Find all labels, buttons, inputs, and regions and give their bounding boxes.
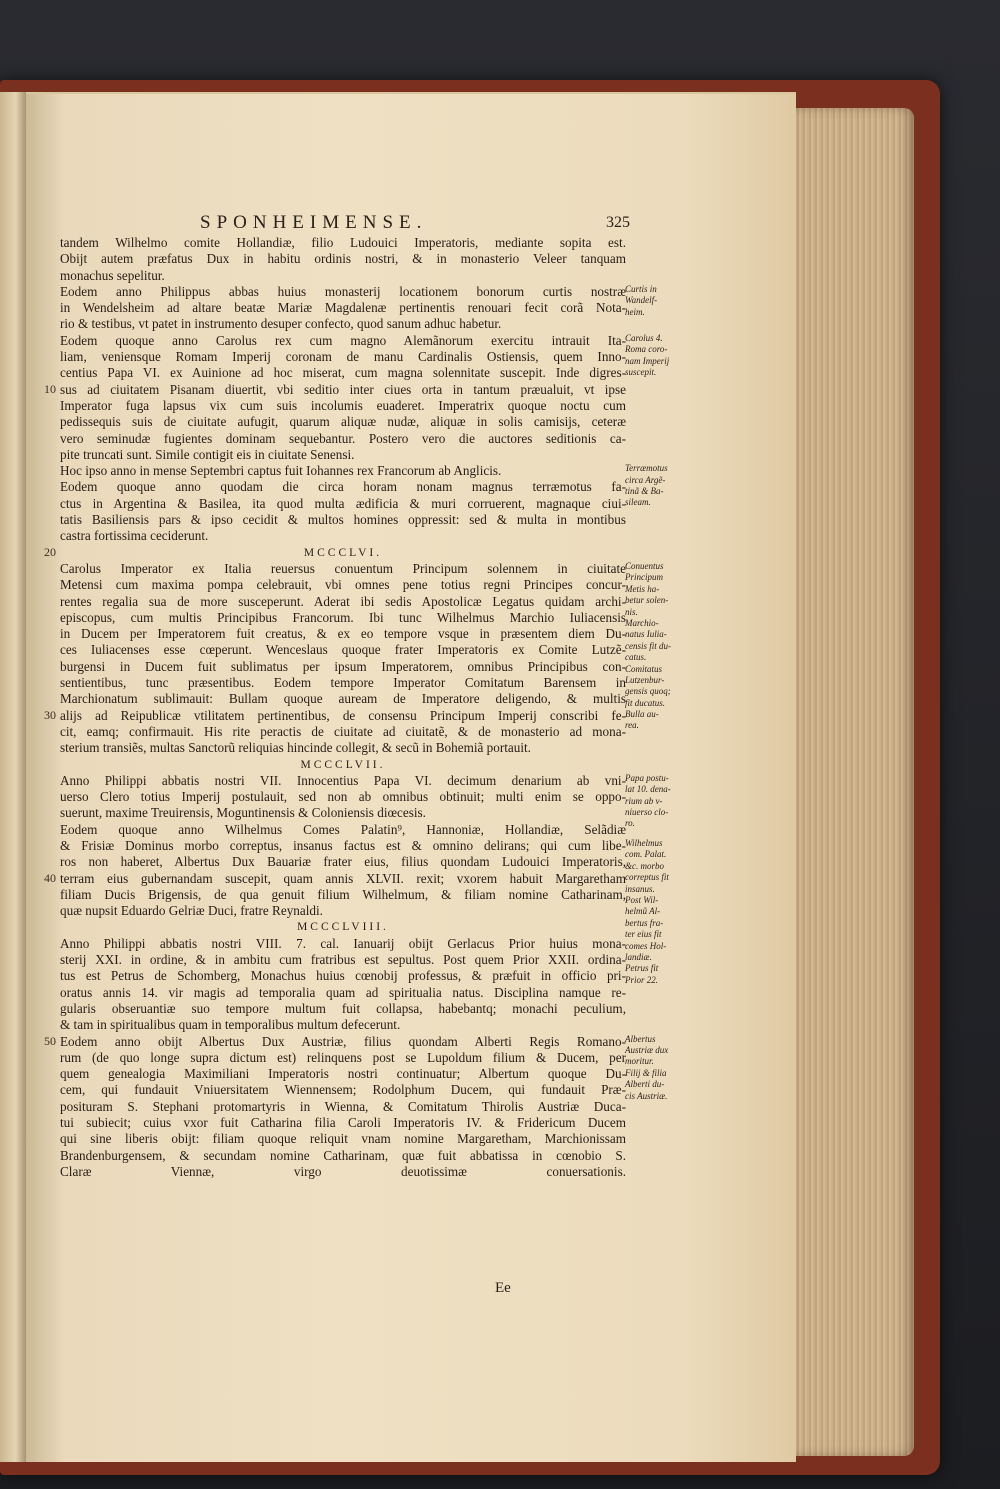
- text-line: castra fortissima ceciderunt.: [60, 528, 209, 544]
- text-line: Claræ Viennæ, virgo deuotissimæ conuersationis.: [60, 1163, 626, 1179]
- marginal-note-line: correptus fit: [625, 872, 669, 883]
- line-number: 50: [44, 1033, 56, 1048]
- marginal-note-line: Papa postu-: [625, 772, 669, 783]
- marginal-note-line: landiæ.: [625, 952, 652, 962]
- marginal-note-line: Alberti du-: [625, 1079, 665, 1090]
- page-number: 325: [606, 214, 630, 231]
- text-line: ctus in Argentina & Basilea, ita quod multa ædificia & muri corruerent, magnaque ciui-: [60, 495, 626, 511]
- marginal-note-line: Metis ha-: [625, 583, 660, 594]
- marginal-note: [625, 561, 671, 732]
- marginal-note-line: heim.: [625, 306, 645, 317]
- marginal-note-line: suscepit.: [625, 366, 657, 377]
- text-line: rio & testibus, vt patet in instrumento desuper confecto, quod sanum adhuc habetur.: [60, 316, 502, 332]
- marginal-note-line: ro.: [625, 818, 635, 829]
- line-number: 40: [44, 870, 56, 885]
- text-line: quæ nupsit Eduardo Gelriæ Duci, fratre Reynaldi.: [60, 903, 323, 919]
- text-line: Eodem quoque anno Wilhelmus Comes Palatin⁹, Hannoniæ, Hollandiæ, Selãdiæ: [60, 821, 626, 837]
- text-line: posituram S. Stephani protomartyris in Wienna, & Comitatum Thirolis Austriæ Duca-: [60, 1098, 626, 1114]
- text-line: monachus sepelitur.: [60, 267, 165, 283]
- text-line: oratus annis 14. vir magis ad temporalia quam ad spiritualia natus. Disciplina namque re-: [60, 984, 626, 1000]
- text-line: Eodem quoque anno Carolus rex cum magno Alemãnorum exercitu intrauit Ita-: [60, 332, 626, 348]
- marginal-note-line: comes Hol-: [625, 940, 667, 951]
- text-line: Hoc ipso anno in mense Septembri captus fuit Iohannes rex Francorum ab Anglicis.: [60, 463, 502, 479]
- text-line: ros non haberet, Albertus Dux Bauariæ frater eius, filius quondam Ludouici Imperatoris,: [60, 854, 626, 870]
- marginal-note: [625, 773, 671, 830]
- running-head: SPONHEIMENSE.: [200, 212, 428, 233]
- marginal-note-line: Curtis in: [625, 283, 657, 294]
- text-line: Eodem anno Philippus abbas huius monasterij locationem bonorum curtis nostræ: [60, 283, 626, 299]
- marginal-note-line: catus.: [625, 652, 647, 663]
- marginal-note-line: Bulla au-: [625, 709, 659, 720]
- marginal-note: [625, 284, 657, 318]
- line-number: 20: [44, 544, 56, 559]
- marginal-note-line: natus Iulia-: [625, 629, 667, 640]
- marginal-note-line: Lutzenbur-: [625, 674, 665, 685]
- marginal-note-line: Petrus fit: [625, 963, 659, 974]
- marginal-note: [625, 333, 669, 379]
- marginal-note-line: Marchio-: [625, 617, 659, 628]
- text-line: filiam Ducis Brigensis, de qua genuit filium Wilhelmum, & filiam nomine Catharinam,: [60, 886, 626, 902]
- text-line: sus ad ciuitatem Pisanam diuertit, vbi seditio inter ciues orta in tantum præualuit, vt ipse: [60, 381, 626, 397]
- text-line: ces Iuliacenses esse cœperunt. Wenceslaus quoque frater Imperatoris ex Comite Lutzẽ-: [60, 642, 626, 658]
- text-line: cit, eamq; confirmauit. His rite peractis de ciuitate ad ciuitatẽ, & de monasterio ad mona-: [60, 723, 626, 739]
- marginal-note-line: rium ab v-: [625, 795, 663, 806]
- marginal-note-line: circa Argẽ-: [625, 474, 666, 485]
- text-line: tui subiecit; cuius vxor fuit Catharina filia Caroli Imperatoris IV. & Fridericum Ducem: [60, 1115, 626, 1131]
- signature-mark: Ee: [495, 1280, 511, 1296]
- marginal-note-line: tinã & Ba-: [625, 485, 664, 496]
- text-line: Metensi cum maxima pompa celebrauit, vbi omnes pene totius regni Principes concur-: [60, 577, 626, 593]
- marginal-note-line: Post Wil-: [625, 895, 659, 906]
- text-line: liam, veniensque Romam Imperij coronam de manu Cardinalis Ostiensis, quem Inno-: [60, 349, 626, 365]
- marginal-note-line: moritur.: [625, 1056, 654, 1067]
- facing-page-edge: [0, 92, 26, 1462]
- text-line: Imperator fuga lapsus vix cum suis incolumis euaderet. Imperatrix quoque noctu cum: [60, 397, 626, 413]
- text-line: pedissequis suis de ciuitate aufugit, quarum aliquæ nudæ, aliquæ in solis camisijs, ceteræ: [60, 414, 626, 430]
- text-line: Eodem anno obijt Albertus Dux Austriæ, filius quondam Alberti Regis Romano-: [60, 1033, 626, 1049]
- main-text: [60, 235, 626, 1180]
- marginal-note-line: rea.: [625, 720, 639, 731]
- marginal-note-line: sileam.: [625, 497, 651, 508]
- text-line: tatis Basiliensis pars & ipso cecidit & multos homines oppressit: sed & multa in montibus: [60, 512, 626, 528]
- text-line: qui sine liberis obijt: filiam quoque reliquit vnam nomine Margaretham, Marchionissam: [60, 1131, 626, 1147]
- text-line: vero seminudæ fugientes dominam sequebantur. Postero vero die auctores seditionis ca-: [60, 430, 626, 446]
- marginal-note-line: nis.: [625, 606, 638, 617]
- line-number: 10: [44, 381, 56, 396]
- marginal-note-line: Prior 22.: [625, 974, 659, 985]
- page-block-edge: [796, 108, 914, 1456]
- marginal-note-line: cis Austriæ.: [625, 1090, 668, 1101]
- marginal-note: [625, 463, 668, 509]
- marginal-note-line: Carolus 4.: [625, 332, 663, 343]
- text-line: Marchionatum sublimauit: Bullam quoque auream de Imperatore deligendo, & multis: [60, 691, 626, 707]
- marginal-note-line: lat 10. dena-: [625, 784, 671, 795]
- text-line: centius Papa VI. ex Auinione ad hoc miserat, cum magna solennitate suscepit. Inde digres-: [60, 365, 626, 381]
- text-line: sterij XXI. in ordine, & in ambitu cum fratribus est sepultus. Post quem Prior XXII. ordina-: [60, 952, 626, 968]
- marginal-note-line: nam Imperij: [625, 355, 670, 366]
- marginal-note-line: betur solen-: [625, 595, 669, 606]
- marginal-note: [625, 1034, 668, 1102]
- text-line: Obijt autem præfatus Dux in habitu ordinis nostri, & in monasterio Veleer tanquam: [60, 251, 626, 267]
- marginal-note-line: &c. morbo: [625, 860, 664, 871]
- text-line: Anno Philippi abbatis nostri VII. Innocentius Papa VI. decimum denarium ab vni-: [60, 772, 626, 788]
- text-line: pite truncati sunt. Simile contigit eis in ciuitate Senensi.: [60, 446, 355, 462]
- marginal-note-line: ter eius fit: [625, 929, 662, 940]
- marginal-note-line: Terræmotus: [625, 463, 668, 474]
- marginal-note-line: Albertus: [625, 1033, 656, 1044]
- marginal-note-line: fit ducatus.: [625, 697, 665, 708]
- marginal-note-line: Austriæ dux: [625, 1045, 669, 1056]
- text-line: Carolus Imperator ex Italia reuersus conuentum Principum solennem in ciuitate: [60, 560, 626, 576]
- marginal-note-line: niuerso clo-: [625, 807, 669, 818]
- text-line: uerso Clero totius Imperij postulauit, sed non ab omnibus obtinuit; multi enim se oppo-: [60, 789, 626, 805]
- page-header: [200, 212, 630, 236]
- text-line: gularis obseruantiæ suo tempore multum fuit collapsa, habebantq; monachi peculium,: [60, 1000, 626, 1016]
- year-heading: MCCCLVI.: [303, 546, 383, 559]
- year-heading: MCCCLVIII.: [297, 921, 389, 934]
- text-line: sentientibus, tunc præsentibus. Eodem tempore Imperator Comitatum Barensem in: [60, 675, 626, 691]
- marginal-note-line: helmũ Al-: [625, 906, 661, 917]
- marginal-note-line: Conuentus: [625, 561, 664, 571]
- marginal-note-line: censis fit du-: [625, 640, 671, 651]
- text-line: Eodem quoque anno quodam die circa horam nonam magnus terræmotus fa-: [60, 479, 626, 495]
- marginal-note: [625, 838, 669, 986]
- marginal-note-line: com. Palat.: [625, 849, 667, 860]
- text-line: in Ducem per Imperatorem fuit creatus, & ex eo tempore vsque in præsentem diem Du-: [60, 626, 626, 642]
- marginal-note-line: Roma coro-: [625, 344, 668, 355]
- text-line: & tam in spiritualibus quam in temporalibus multum defecerunt.: [60, 1017, 401, 1033]
- text-line: quem genealogia Maximiliani Imperatoris nostri continuatur; Albertum quoque Du-: [60, 1066, 626, 1082]
- text-line: rentes regalia sua de more susceperunt. Aderat ibi sedis Apostolicæ Legatus quidam archi-: [60, 593, 626, 609]
- text-line: rum (de quo longe supra dictum est) relinquens post se Lupoldum filium & Ducem, per: [60, 1049, 626, 1065]
- marginal-note-line: Principum: [625, 572, 663, 583]
- line-number: 30: [44, 707, 56, 722]
- marginal-note-line: Wilhelmus: [625, 838, 663, 849]
- text-line: cem, qui fundauit Vniuersitatem Wiennensem; Rodolphum Ducem, qui fundauit Præ-: [60, 1082, 626, 1098]
- text-line: Anno Philippi abbatis nostri VIII. 7. cal. Ianuarij obijt Gerlacus Prior huius mona-: [60, 935, 626, 951]
- marginal-note-line: insanus.: [625, 883, 655, 894]
- text-line: Brandenburgensem, & secundam nomine Catharinam, quæ fuit abbatissa in cœnobio S.: [60, 1147, 626, 1163]
- marginal-note-line: Filij & filia: [625, 1067, 667, 1078]
- marginal-note-line: Comitatus: [625, 663, 663, 674]
- text-line: episcopus, cum multis Principibus Francorum. Ibi tunc Wilhelmus Marchio Iuliacensis: [60, 609, 626, 625]
- text-line: suerunt, maxime Treuirensis, Moguntinensis & Coloniensis diœcesis.: [60, 805, 426, 821]
- marginal-note-line: gensis quoq;: [625, 686, 671, 697]
- text-line: burgensi in Ducem fuit sublimatus per ipsum Imperatorem, omnibus Principibus con-: [60, 658, 626, 674]
- text-line: & Frisiæ Dominus morbo correptus, insanus factus est & omnino delirans; qui cum libe-: [60, 837, 626, 853]
- text-line: sterium transiẽs, multas Sanctorũ reliquias hincinde collegit, & secũ in Bohemiã portauit.: [60, 740, 531, 756]
- marginal-note-line: bertus fra-: [625, 917, 664, 928]
- text-line: in Wendelsheim ad altare beatæ Mariæ Magdalenæ pertinentis renouari fecit corã Nota-: [60, 300, 626, 316]
- year-heading: MCCCLVII.: [300, 758, 386, 771]
- marginal-note-line: Wandelf-: [625, 295, 658, 306]
- text-line: terram eius gubernandam suscepit, quam annis XLVII. rexit; vxorem habuit Margaretham: [60, 870, 626, 886]
- text-line: tandem Wilhelmo comite Hollandiæ, filio Ludouici Imperatoris, mediante sopita est.: [60, 235, 626, 250]
- text-line: tus est Petrus de Schomberg, Monachus huius cœnobij professus, & præfuit in officio pri-: [60, 968, 626, 984]
- text-line: alijs ad Reipublicæ vtilitatem pertinentibus, de consensu Principum Imperij conscribi fe-: [60, 707, 626, 723]
